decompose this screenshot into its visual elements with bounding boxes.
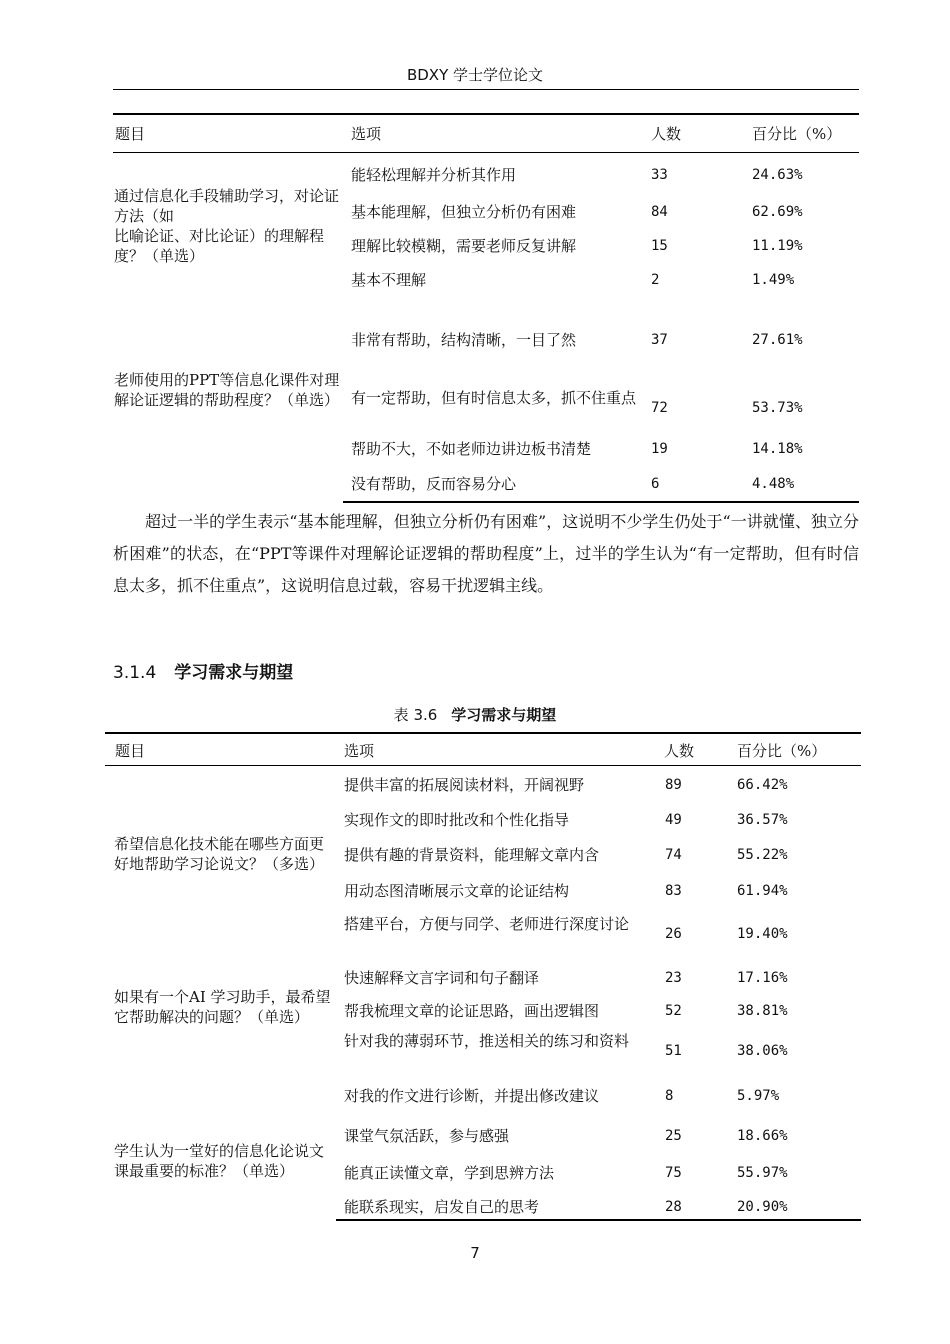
option-cell: 能轻松理解并分析其作用 [351,166,517,184]
table-2-header-count: 人数 [664,742,695,760]
table-2-bottom-rule [336,1219,861,1221]
count-cell: 49 [665,812,682,828]
table-2-header-option: 选项 [344,742,375,760]
percent-cell: 1.49% [752,272,795,288]
percent-cell: 27.61% [752,332,803,348]
option-cell: 搭建平台，方便与同学、老师进行深度讨论 [344,915,630,933]
table-2-header-question: 题目 [115,742,146,760]
count-cell: 8 [665,1088,674,1104]
table-2-header-rule [105,765,861,766]
table-1-header-question: 题目 [115,125,146,143]
option-cell: 实现作文的即时批改和个性化指导 [344,811,570,829]
percent-cell: 55.97% [737,1165,788,1181]
count-cell: 83 [665,883,682,899]
table-2-top-rule [105,732,861,734]
count-cell: 52 [665,1003,682,1019]
table-2-header-percent: 百分比（%） [737,742,827,760]
body-paragraph: 超过一半的学生表示“基本能理解，但独立分析仍有困难”，这说明不少学生仍处于“一讲就懂、独立分析困难”的状态，在“PPT等课件对理解论证逻辑的帮助程度”上，过半的学生认为“有一定帮助，但有时信息太多，抓不住重点”，这说明信息过载，容易干扰逻辑主线。 [113,512,859,595]
table-1-header-option: 选项 [351,125,382,143]
option-cell: 理解比较模糊，需要老师反复讲解 [351,237,577,255]
header-rule [113,89,859,90]
option-cell: 对我的作文进行诊断，并提出修改建议 [344,1087,600,1105]
count-cell: 37 [651,332,668,348]
table-2-question: 学生认为一堂好的信息化论说文课最重要的标准？（单选） [114,1142,325,1180]
option-cell: 针对我的薄弱环节，推送相关的练习和资料 [344,1032,630,1050]
percent-cell: 4.48% [752,476,795,492]
table-1-bottom-rule [343,501,859,503]
option-cell: 帮我梳理文章的论证思路，画出逻辑图 [344,1002,600,1020]
count-cell: 2 [651,272,660,288]
percent-cell: 36.57% [737,812,788,828]
option-cell: 提供有趣的背景资料，能理解文章内含 [344,846,600,864]
table-1-top-rule [113,113,859,115]
section-title: 学习需求与期望 [174,663,294,683]
option-cell: 非常有帮助，结构清晰，一目了然 [351,331,577,349]
table-1-header-rule [113,152,859,153]
count-cell: 75 [665,1165,682,1181]
percent-cell: 17.16% [737,970,788,986]
count-cell: 74 [665,847,682,863]
count-cell: 89 [665,777,682,793]
percent-cell: 11.19% [752,238,803,254]
section-number: 3.1.4 [113,663,157,683]
table-1-header-count: 人数 [651,125,682,143]
percent-cell: 20.90% [737,1199,788,1215]
section-heading [113,658,293,683]
option-cell: 提供丰富的拓展阅读材料，开阔视野 [344,776,585,794]
running-header: BDXY 学士学位论文 [406,66,544,84]
option-cell: 帮助不大，不如老师边讲边板书清楚 [351,440,592,458]
caption-title: 学习需求与期望 [451,706,557,724]
percent-cell: 61.94% [737,883,788,899]
count-cell: 25 [665,1128,682,1144]
count-cell: 19 [651,441,668,457]
percent-cell: 53.73% [752,400,803,416]
table-1-header-percent: 百分比（%） [752,125,842,143]
percent-cell: 24.63% [752,167,803,183]
option-cell: 能真正读懂文章，学到思辨方法 [344,1164,555,1182]
option-cell: 课堂气氛活跃，参与感强 [344,1127,510,1145]
percent-cell: 38.06% [737,1043,788,1059]
table-2-question: 如果有一个AI 学习助手，最希望它帮助解决的问题？（单选） [114,988,331,1026]
table-2-caption [0,704,950,725]
percent-cell: 14.18% [752,441,803,457]
option-cell: 用动态图清晰展示文章的论证结构 [344,882,570,900]
count-cell: 33 [651,167,668,183]
caption-number: 表 3.6 [393,706,438,724]
page-number: 7 [470,1244,480,1262]
count-cell: 28 [665,1199,682,1215]
count-cell: 26 [665,926,682,942]
count-cell: 72 [651,400,668,416]
option-cell: 基本不理解 [351,271,427,289]
table-1-question: 老师使用的PPT等信息化课件对理解论证逻辑的帮助程度？（单选） [114,371,340,409]
table-1-question: 通过信息化手段辅助学习，对论证方法（如 比喻论证、对比论证）的理解程度？（单选） [114,187,340,265]
option-cell: 有一定帮助，但有时信息太多，抓不住重点 [351,389,637,407]
percent-cell: 5.97% [737,1088,780,1104]
percent-cell: 18.66% [737,1128,788,1144]
option-cell: 没有帮助，反而容易分心 [351,475,517,493]
count-cell: 15 [651,238,668,254]
count-cell: 84 [651,204,668,220]
count-cell: 23 [665,970,682,986]
count-cell: 51 [665,1043,682,1059]
option-cell: 能联系现实，启发自己的思考 [344,1198,540,1216]
count-cell: 6 [651,476,660,492]
option-cell: 基本能理解，但独立分析仍有困难 [351,203,577,221]
percent-cell: 66.42% [737,777,788,793]
table-2-question: 希望信息化技术能在哪些方面更好地帮助学习论说文？（多选） [114,835,325,873]
percent-cell: 19.40% [737,926,788,942]
option-cell: 快速解释文言字词和句子翻译 [344,969,540,987]
percent-cell: 62.69% [752,204,803,220]
percent-cell: 55.22% [737,847,788,863]
percent-cell: 38.81% [737,1003,788,1019]
